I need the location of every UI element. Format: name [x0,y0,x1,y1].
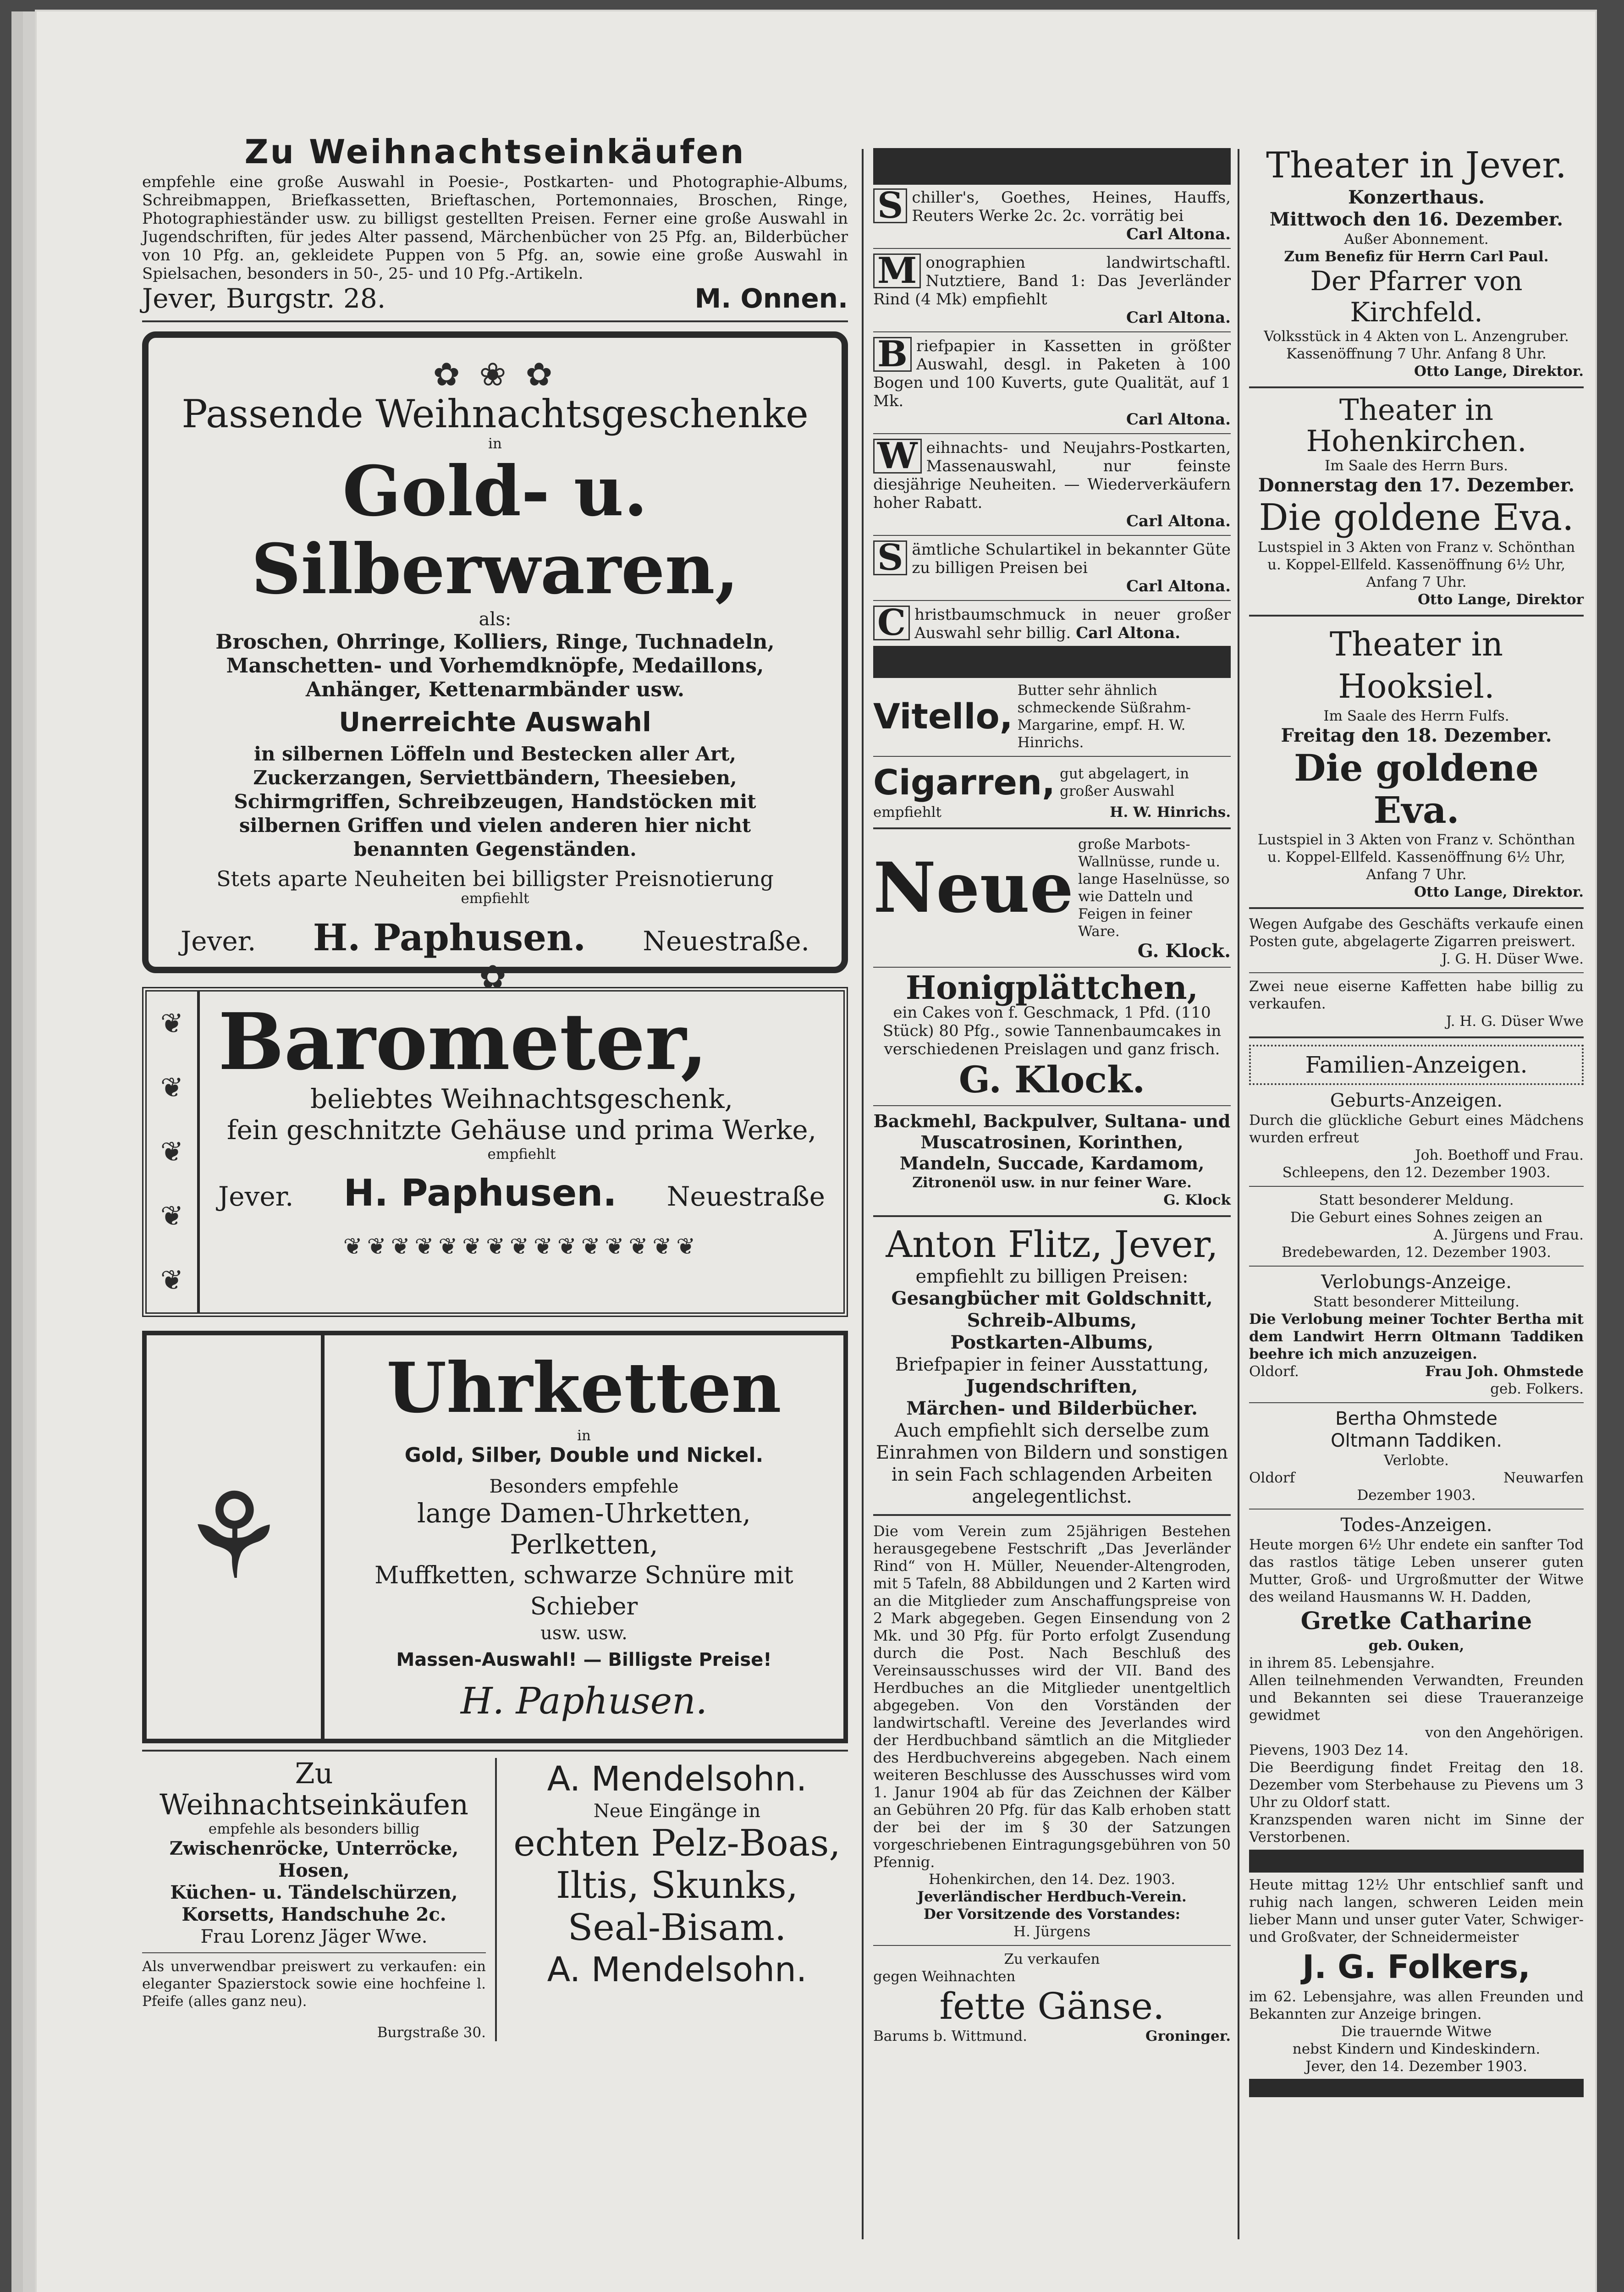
drop-cap: S [873,188,907,223]
ad-place: Barums b. Wittmund. [873,2028,1027,2044]
ad-signature: Carl Altona. [1126,309,1231,327]
ad-title: Barometer, [218,996,708,1088]
divider [873,756,1231,757]
ad-text: Kranzspenden waren nicht im Sinne der Verstorbenen. [1249,1812,1584,1846]
ad-city: Jever. [181,926,256,957]
ad-org: Jeverländischer Herdbuch-Verein. [917,1889,1187,1905]
column-left [142,131,848,2041]
ad-line: Iltis, Skunks, [556,1864,798,1906]
ad-place: Jever, den 14. Dezember 1903. [1305,2058,1527,2075]
divider [873,331,1231,332]
ad-text: Die vom Verein zum 25jährigen Bestehen herausgegebene Festschrift „Das Jeverländer Rind“ von H. Müller, Neuender-Altengroden, mit 5 Tafeln, 88 Abbildungen und 2 Karten wird an die Mitglieder zum Anschaffungspreise von 2 Mark abgegeben. Gegen Einsendung von 2 Mk. und 30 Pfg. für Porto erfolgt Zusendung durch die Post. Nach Beschluß des Vereinsausschusses wird der VII. Band des Herdbuches an die Mitglieder unentgeltlich abgegeben. Von den Vorständen der landwirtschaftl. Vereine des Jeverlandes wird der Herdbuchband sämtlich an die Mitglieder des Herdbuchvereins abgegeben. Nach einem weiteren Beschlusse des Ausschusses wird vom 1. Janur 1904 ab für das Zeichnen der Kälber an Gebühren 20 Pfg. für das Kalb erhoben statt der bei der im § 30 der Satzungen vorgeschriebenen Eintragungsgebühren von 50 Pfennig. [873,1522,1231,1871]
ad-text: große Marbots-Wallnüsse, runde u. lange Haselnüsse, so wie Datteln und Feigen in feiner Ware. [1078,836,1230,940]
ad-title: Vitello, [873,696,1013,737]
ad-signature: A. Jürgens und Frau. [1433,1227,1584,1243]
ad-signature: Carl Altona. [1076,624,1181,642]
ad-line: Zwischenröcke, Unterröcke, [169,1838,459,1859]
ad-line: empfiehlt zu billigen Preisen: [915,1266,1189,1287]
divider [142,1750,848,1752]
ad-vitello [873,682,1231,751]
ad-street: Neuestraße [666,1181,825,1212]
ad-text: Lustspiel in 3 Akten von Franz v. Schönthan u. Koppel-Ellfeld. Kassenöffnung 6½ Uhr, Anfang 7 Uhr. [1257,832,1575,883]
ad-line: Zu verkaufen [1004,1951,1100,1967]
ad-line: geb. Folkers. [1490,1381,1584,1397]
ad-title: Uhrketten [386,1348,782,1428]
ad-place: Bredebewarden, 12. Dezember 1903. [1281,1244,1552,1261]
ad-theater-jever [1249,144,1584,380]
ad-venue: Im Saale des Herrn Burs. [1325,457,1508,474]
divider [873,1945,1231,1946]
ad-title: Todes-Anzeigen. [1340,1515,1492,1536]
ad-line: Schreib-Albums, [967,1310,1137,1331]
ad-text: Durch die glückliche Geburt eines Mädchens wurden erfreut [1249,1112,1584,1146]
ad-line: Gesangbücher mit Goldschnitt, [891,1288,1213,1309]
leaf-border-icon: ❦❦❦❦❦❦❦❦❦❦❦❦❦❦❦ [343,1233,700,1260]
column-middle [873,144,1231,2045]
ad-line: Neue Eingänge in [593,1801,761,1822]
ad-line1: lange Damen-Uhrketten, Perlketten, [417,1498,751,1560]
ad-paphusen-gold [142,331,848,996]
ad-text: ein Cakes von f. Geschmack, 1 Pfd. (110 Stück) 80 Pfg., sowie Tannenbaumcakes in verschiedenen Preislagen und ganz frisch. [882,1003,1222,1058]
ad-title: Theater in Jever. [1266,145,1567,186]
ad-play: Die goldene Eva. [1294,746,1539,832]
ad-signature: Joh. Boethoff und Frau. [1415,1147,1584,1163]
ad-cigarren [873,761,1231,821]
ad-line: Postkarten-Albums, [950,1332,1154,1353]
ad-line: Jugendschriften, [966,1376,1138,1397]
ad-gaense [873,1950,1231,2045]
ad-footer [181,916,809,959]
ad-als: als: [479,609,512,630]
ad-signature: Carl Altona. [1126,410,1231,429]
ad-signature: J. H. G. Düser Wwe [1446,1013,1584,1030]
ad-name: Bertha Ohmstede [1335,1408,1497,1429]
ad-title: fette Gänse. [939,1985,1165,2028]
ad-text: riefpapier in Kassetten in größter Auswahl, desgl. in Paketen à 100 Bogen und 100 Kuverts, gute Qualität, auf 1 Mk. [873,337,1231,410]
leaf-border-icon: ❦ ❦ ❦ ❦ ❦ [147,992,200,1312]
ad-emp: empfiehlt [873,804,941,821]
ad-signature: Otto Lange, Direktor [1417,591,1584,608]
ad-signature: von den Angehörigen. [1425,1725,1584,1741]
ad-bes: Besonders empfehle [489,1476,679,1497]
ad-title: Neue [873,848,1074,928]
ad-signature: M. Onnen. [694,283,848,314]
ad-title: Cigarren, [873,762,1055,803]
ad-theater-hooksiel [1249,623,1584,901]
ad-place: Oldorf. [1249,1363,1299,1380]
ad-line: echten Pelz-Boas, [513,1822,841,1864]
ad-text: Allen teilnehmenden Verwandten, Freunden und Bekannten sei diese Traueranzeige gewidmet [1249,1672,1584,1724]
ad-signature: A. Mendelsohn. [547,1759,807,1799]
divider [873,248,1231,249]
ad-text: Lustspiel in 3 Akten von Franz v. Schönthan u. Koppel-Ellfeld. Kassenöffnung 6½ Uhr, Anfang 7 Uhr. [1257,539,1575,590]
ad-text: chiller's, Goethes, Heines, Hauffs, Reuters Werke 2c. 2c. vorrätig bei [912,188,1231,225]
ad-altona-3 [873,333,1231,429]
black-bar [1249,2079,1584,2097]
ad-signature: G. Klock. [958,1058,1145,1101]
ad-altona-4 [873,435,1231,530]
ad-place: Pievens, 1903 Dez 14. [1249,1742,1409,1758]
ad-date: Dezember 1903. [1357,1487,1476,1504]
ad-line1: beliebtes Weihnachtsgeschenk, [310,1083,733,1114]
ad-emp: empfiehlt [487,1146,556,1163]
divider [1249,1186,1584,1187]
ad-metals: Gold, Silber, Double und Nickel. [404,1444,764,1467]
drop-cap: M [873,253,921,288]
ad-signature: Carl Altona. [1126,512,1231,530]
divider [1249,615,1584,617]
ad-line: Außer Abonnement. [1344,231,1489,248]
ad-flitz [873,1223,1231,1508]
ad-items: Broschen, Ohrringe, Kolliers, Ringe, Tuchnadeln, Manschetten- und Vorhemdknöpfe, Medaillons, Anhänger, Kettenarmbänder usw. [215,630,775,701]
ad-line: Statt besonderer Meldung. [1319,1192,1514,1208]
ad-klock-honig [873,969,1231,1101]
ad-title: Verlobungs-Anzeige. [1321,1272,1512,1293]
ad-usw: usw. usw. [540,1623,628,1644]
drop-cap: C [873,606,910,640]
flower-icon: ⚘ [147,1335,325,1739]
ad-line: Küchen- u. Tändelschürzen, [170,1882,458,1903]
black-bar [1249,1850,1584,1873]
ad-subheadline: Unerreichte Auswahl [339,706,651,738]
divider [142,320,848,322]
section-header: Familien-Anzeigen. [1249,1045,1584,1085]
ad-theater-hohenkirchen [1249,395,1584,608]
ad-title: Zu Weihnachtseinkäufen [244,132,746,171]
divider [1249,386,1584,388]
ad-signature: H. W. Hinrichs. [1110,804,1231,821]
ad-line: Korsetts, Handschuhe 2c. [182,1904,446,1925]
ad-footer [218,1172,825,1214]
ad-line: Die trauernde Witwe [1341,2023,1492,2040]
ad-signature: J. G. H. Düser Wwe. [1441,951,1584,967]
ad-place: Neuwarfen [1503,1470,1584,1486]
ad-slogan: Massen-Auswahl! — Billigste Preise! [396,1649,772,1670]
ad-title: Zu Weihnachtseinkäufen [160,1757,468,1821]
black-bar [873,646,1231,678]
ad-venue: Im Saale des Herrn Fulfs. [1323,708,1509,724]
ad-headline: Passende Weihnachtsgeschenke [182,391,809,436]
ad-signature: Groninger. [1145,2028,1231,2044]
ad-title: Honigplättchen, [905,969,1199,1007]
ad-place: Oldorf [1249,1470,1295,1486]
divider [1249,1402,1584,1403]
ad-line: Verlobte. [1384,1452,1449,1469]
ad-barometer [142,987,848,1317]
ad-street: Burgstraße 30. [377,2024,486,2041]
ad-in: in [577,1427,591,1444]
ad-text: Butter sehr ähnlich schmeckende Süßrahm-Margarine, empf. H. W. Hinrichs. [1017,682,1191,751]
ad-date: Donnerstag den 17. Dezember. [1258,474,1575,496]
ad-dueser [1249,915,1584,1030]
ad-text: Heute mittag 12½ Uhr entschlief sanft und ruhig nach langen, schweren Leiden mein lieber Mann und unser guter Vater, Schwiger- und Großvater, der Schneidermeister [1249,1877,1584,1945]
ad-signature: A. Mendelsohn. [547,1950,807,1989]
ad-line: Briefpapier in feiner Ausstattung, [895,1354,1209,1375]
newspaper-page [37,11,1595,2292]
ad-name: Gretke Catharine [1300,1607,1532,1635]
ad-line: Märchen- und Bilderbücher. [906,1398,1198,1419]
ad-signature: H. Paphusen. [460,1680,708,1722]
ad-klock-neue [873,836,1231,940]
ad-place: Hohenkirchen, den 14. Dez. 1903. [929,1871,1175,1888]
ad-text: ämtliche Schulartikel in bekannter Güte zu billigen Preisen bei [912,540,1231,577]
ad-text: gut abgelagert, in großer Auswahl [1060,766,1189,799]
ad-date: Freitag den 18. Dezember. [1281,725,1552,746]
ad-altona-1 [873,185,1231,243]
family-notices [1249,1045,1584,2097]
ad-text: onographien landwirtschaftl. Nutztiere, Band 1: Das Jeverländer Rind (4 Mk) empfiehlt [873,253,1231,309]
ad-text: Die Verlobung meiner Tochter Bertha mit dem Landwirt Herrn Oltmann Taddiken beehre ich mich anzuzeigen. [1249,1311,1584,1362]
ad-jaeger [142,1758,497,2041]
ad-text: Wegen Aufgabe des Geschäfts verkaufe einen Posten gute, abgelagerte Zigarren preiswert. [1249,916,1584,950]
ad-extra: Als unverwendbar preiswert zu verkaufen: ein eleganter Spazierstock sowie eine hochfeine l. Pfeife (alles ganz neu). [142,1958,486,2010]
ad-items2: in silbernen Löffeln und Bestecken aller Art, Zuckerzangen, Serviettbändern, Theesieben, Schirmgriffen, Schreibzeugen, Handstöcken mit silbernen Griffen und vielen anderen hier nicht benannten Gegenständen. [234,743,756,860]
divider [873,1215,1231,1217]
ad-line: nebst Kindern und Kindeskindern. [1292,2041,1541,2057]
divider [142,1952,486,1953]
ad-line: geb. Ouken, [1368,1637,1464,1654]
divider [1249,972,1584,973]
ad-street: Neuestraße. [643,926,809,957]
ad-text: Volksstück in 4 Akten von L. Anzengruber. Kassenöffnung 7 Uhr. Anfang 8 Uhr. [1264,328,1569,362]
ad-signature: Carl Altona. [1126,225,1231,243]
ad-signature: G. Klock [1163,1192,1231,1208]
ad-text: Die Beerdigung findet Freitag den 18. Dezember vom Sterbehause zu Pievens um 3 Uhr zu Oldorf statt. [1249,1759,1584,1811]
drop-cap: W [873,439,922,474]
ad-uhrketten [142,1331,848,1743]
ad-line: Statt besonderer Mitteilung. [1313,1294,1520,1310]
ad-text: Heute morgen 6½ Uhr endete ein sanfter Tod das rastlos tätige Leben unserer guten Mutter, Groß- und Urgroßmutter der Witwe des weiland Hausmanns W. H. Dadden, [1249,1537,1584,1605]
ad-line2: fein geschnitzte Gehäuse und prima Werke, [226,1114,817,1146]
divider [1249,907,1584,909]
ad-footer [142,283,848,314]
column-right [1249,144,1584,2101]
ad-text: Zitronenöl usw. in nur feiner Ware. [912,1174,1192,1191]
divider [873,1105,1231,1106]
divider [873,967,1231,968]
divider [1249,1509,1584,1510]
ad-title: Anton Flitz, Jever, [886,1223,1218,1266]
ad-play: Die goldene Eva. [1259,496,1574,539]
ad-line: in ihrem 85. Lebensjahre. [1249,1655,1435,1671]
ornament-icon: ✿ [479,958,511,996]
ad-date: Mittwoch den 16. Dezember. [1269,209,1563,230]
divider [873,600,1231,601]
ad-play: Der Pfarrer von Kirchfeld. [1310,265,1523,328]
ad-text: eihnachts- und Neujahrs-Postkarten, Massenauswahl, nur feinste diesjährige Neuheiten. — Wiederverkäufern hoher Rabatt. [873,439,1231,512]
divider [1249,1036,1584,1038]
ad-line: Zum Benefiz für Herrn Carl Paul. [1284,248,1549,265]
ad-signature: Otto Lange, Direktor. [1414,363,1584,380]
ad-body: empfehle eine große Auswahl in Poesie-, Postkarten- und Photographie-Albums, Schreibmappen, Briefkassetten, Brieftaschen, Portemonnaies, Broschen, Ringe, Photographieständer usw. zu billigst gestellten Preisen. Ferner eine große Auswahl in Jugendschriften, für jedes Alter passend, Märchenbücher von 25 Pfg. an, Bilderbücher von 10 Pfg. an, gekleidete Puppen von 5 Pfg. an, sowie eine große Auswahl in Spielsachen, besonders in 50-, 25- und 10 Pfg.-Artikeln. [142,173,848,283]
ad-text: Auch empfiehlt sich derselbe zum Einrahmen von Bildern und sonstigen in sein Fach schlagenden Arbeiten angelegentlichst. [875,1420,1228,1507]
ad-venue: Konzerthaus. [1348,187,1485,208]
ad-signature: Frau Joh. Ohmstede [1425,1363,1584,1380]
ad-signature: Frau Lorenz Jäger Wwe. [200,1926,428,1947]
ad-signature: G. Klock. [1137,940,1231,962]
ad-signature: H. Paphusen. [313,916,586,959]
ad-text: Zwei neue eiserne Kaffetten habe billig zu verkaufen. [1249,978,1584,1012]
ad-signature: H. Jürgens [1013,1923,1091,1940]
ad-line: gegen Weihnachten [873,1968,1016,1985]
ad-text: hristbaumschmuck in neuer großer Auswahl sehr billig. [914,606,1231,642]
ad-in: in [488,435,502,452]
ad-mendelsohn [497,1758,848,2041]
ad-signature: Carl Altona. [1126,577,1231,595]
divider [873,1514,1231,1516]
drop-cap: S [873,540,907,575]
ad-altona-2 [873,250,1231,327]
ad-place: Schleepens, den 12. Dezember 1903. [1282,1164,1551,1181]
divider [873,535,1231,536]
ad-address: Jever, Burgstr. 28. [142,283,386,314]
divider [1249,1266,1584,1267]
ad-text: Die Geburt eines Sohnes zeigen an [1290,1209,1543,1226]
ad-title: Theater in Hooksiel. [1329,625,1503,705]
ad-altona-6 [873,602,1231,644]
ad-line: Hosen, [278,1860,350,1881]
drop-cap: B [873,337,912,372]
ad-emp: empfiehlt [461,890,529,907]
divider [873,827,1231,829]
ad-title: Theater in Hohenkirchen. [1306,393,1527,458]
ad-line: empfehle als besonders billig [208,1821,420,1837]
ad-line: Der Vorsitzende des Vorstandes: [923,1906,1181,1923]
divider [873,433,1231,434]
ad-name: J. G. Folkers, [1302,1948,1530,1986]
bottom-ads [142,1758,848,2041]
ad-klock-back [873,1111,1231,1209]
column-rule [1238,149,1239,2239]
ad-signature: Otto Lange, Direktor. [1414,884,1584,900]
column-rule [862,149,864,2239]
ad-city: Jever. [218,1181,294,1212]
ad-altona-5 [873,537,1231,595]
ad-herdbuch [873,1522,1231,1940]
ad-big-title: Gold- u. Silberwaren, [251,451,739,610]
ad-text: im 62. Lebensjahre, was allen Freunden und Bekannten zur Anzeige bringen. [1249,1989,1584,2022]
black-bar [873,148,1231,185]
ad-novelties: Stets aparte Neuheiten bei billigster Preisnotierung [216,866,774,891]
ornament-icon: ✿ ❀ ✿ [433,356,557,393]
ad-name: Oltmann Taddiken. [1331,1430,1502,1451]
ad-text: Backmehl, Backpulver, Sultana- und Muscatrosinen, Korinthen, Mandeln, Succade, Kardamom, [873,1111,1231,1174]
ad-signature: H. Paphusen. [343,1172,617,1214]
ad-onnen [142,131,848,314]
ad-title: Geburts-Anzeigen. [1330,1090,1503,1111]
ad-line: Seal-Bisam. [567,1906,787,1949]
ad-line2: Muffketten, schwarze Schnüre mit Schieber [374,1562,793,1620]
